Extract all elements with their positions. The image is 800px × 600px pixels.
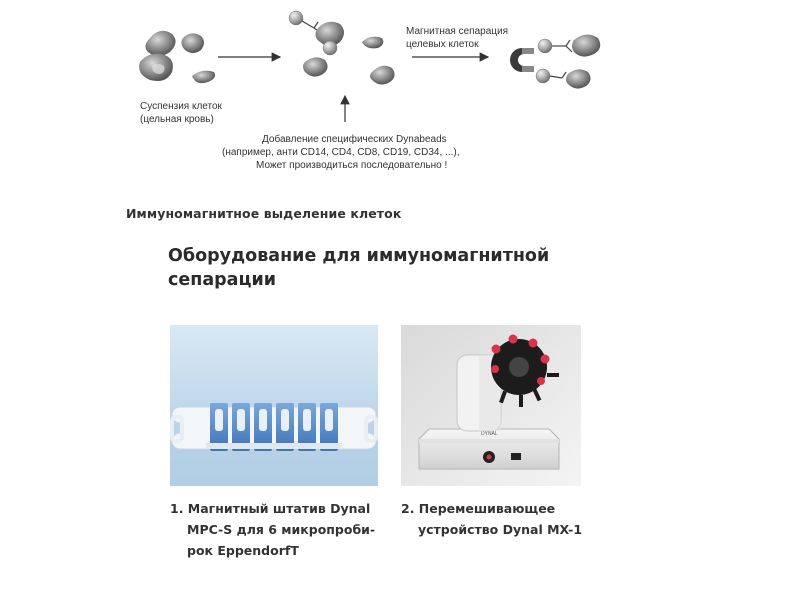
cell-separation-diagram	[0, 0, 800, 200]
cell	[145, 31, 175, 56]
cell-suspension-cells	[139, 31, 215, 83]
label-dynabeads-line2: (например, анти CD14, CD4, CD8, CD19, CD34, ...),	[222, 147, 460, 158]
dynabead	[289, 11, 303, 25]
section-heading: Иммуномагнитное выделение клеток	[126, 206, 402, 221]
cell	[572, 34, 600, 56]
mixer-switch	[511, 453, 521, 460]
caption-2-line1: 2. Перемешивающее	[401, 501, 556, 516]
cell	[303, 57, 328, 76]
cell	[181, 33, 204, 53]
label-suspension-line2: (цельная кровь)	[140, 114, 214, 125]
label-dynabeads-line1: Добавление специфических Dynabeads	[262, 134, 447, 145]
dynabead	[323, 41, 337, 55]
label-suspension-line1: Суспензия клеток	[140, 101, 222, 112]
magnetic-rack-photo	[170, 325, 378, 486]
dynabead	[536, 69, 550, 83]
magnetic-separation	[510, 34, 600, 88]
main-title-line1: Оборудование для иммуномагнитной	[168, 246, 550, 266]
label-dynabeads-line3: Может производиться последовательно !	[256, 160, 448, 171]
dynabead	[538, 39, 552, 53]
cell	[370, 66, 395, 85]
mixer-device-photo	[401, 325, 581, 486]
cell	[362, 37, 383, 49]
caption-mixer-device	[401, 498, 601, 540]
mixer-brand-label: DYNAL	[481, 431, 498, 437]
label-separation-line1: Магнитная сепарация	[406, 26, 509, 37]
beads-added-cells	[289, 11, 395, 85]
label-separation-line2: целевых клеток	[406, 39, 479, 50]
cell	[192, 71, 215, 83]
main-title	[168, 244, 549, 292]
caption-2-line2: устройство Dynal MX-1	[418, 522, 583, 537]
main-title-line2: сепарации	[168, 270, 276, 290]
caption-1-line3: рок EppendorfT	[187, 543, 299, 558]
caption-1-line2: MPC-S для 6 микропроби-	[187, 522, 376, 537]
cell	[566, 69, 591, 88]
caption-1-line1: 1. Магнитный штатив Dynal	[170, 501, 371, 516]
caption-magnetic-rack	[170, 498, 395, 561]
